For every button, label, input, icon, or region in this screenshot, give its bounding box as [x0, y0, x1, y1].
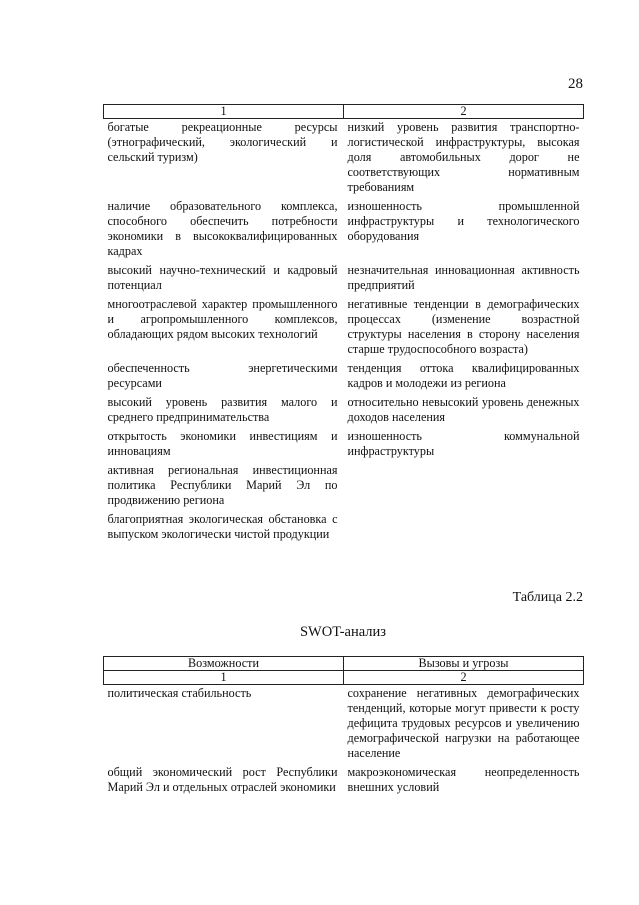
threat-cell: сохранение негативных демографических тенденций, которые могут привести к росту дефицита трудовых ресурсов и увеличению демографической нагрузки на работающее население — [347, 686, 580, 760]
header-row — [104, 657, 584, 671]
strength-cell: многоотраслевой характер промышленного и агропромышленного комплексов, обладающих рядом высоких технологий — [107, 297, 338, 341]
column-number-2: 2 — [344, 105, 584, 119]
strength-cell: открытость экономики инвестициям и инновациям — [107, 429, 338, 458]
strength-cell: высокий научно-технический и кадровый потенциал — [107, 263, 338, 292]
page-number: 28 — [568, 76, 583, 92]
header-opportunities: Возможности — [104, 657, 344, 671]
column-number-1: 1 — [104, 105, 344, 119]
table-row — [104, 198, 584, 262]
opportunity-cell: политическая стабильность — [107, 686, 252, 700]
strength-cell: обеспеченность энергетическими ресурсами — [107, 361, 338, 390]
table-row — [104, 360, 584, 394]
table-row — [104, 764, 584, 798]
weakness-cell: незначительная инновационная активность предприятий — [347, 263, 580, 292]
weakness-cell: относительно невысокий уровень денежных доходов населения — [347, 395, 580, 424]
opportunity-cell: общий экономический рост Республики Марий Эл и отдельных отраслей экономики — [107, 765, 338, 794]
opportunities-threats-table — [103, 656, 584, 798]
strength-cell: богатые рекреационные ресурсы (этнографический, экологический и сельский туризм) — [107, 120, 338, 164]
strengths-weaknesses-table — [103, 104, 584, 545]
table-row — [104, 119, 584, 199]
table-row — [104, 428, 584, 462]
column-number-1: 1 — [104, 671, 344, 685]
column-number-row — [104, 105, 584, 119]
weakness-cell: изношенность коммунальной инфраструктуры — [347, 429, 580, 458]
strength-cell: благоприятная экологическая обстановка с выпуском экологически чистой продукции — [107, 512, 338, 541]
strength-cell: наличие образовательного комплекса, способного обеспечить потребности экономики в высококвалифицированных кадрах — [107, 199, 338, 258]
table-row — [104, 685, 584, 765]
table-row — [104, 394, 584, 428]
table-title: SWOT-анализ — [299, 624, 387, 640]
table-caption: Таблица 2.2 — [512, 590, 583, 605]
column-number-row — [104, 671, 584, 685]
threat-cell: макроэкономическая неопределенность внешних условий — [347, 765, 580, 794]
weakness-cell: изношенность промышленной инфраструктуры и технологического оборудования — [347, 199, 580, 243]
table-row — [104, 296, 584, 360]
weakness-cell: негативные тенденции в демографических процессах (изменение возрастной структуры населения в сторону населения старше трудоспособного возраста) — [347, 297, 580, 356]
header-threats: Вызовы и угрозы — [344, 657, 584, 671]
column-number-2: 2 — [344, 671, 584, 685]
weakness-cell — [344, 462, 584, 511]
table-row — [104, 511, 584, 545]
weakness-cell: низкий уровень развития транспортно-логистической инфраструктуры, высокая доля автомобильных дорог не соответствующих нормативным требованиям — [347, 120, 580, 194]
table-row — [104, 262, 584, 296]
strength-cell: активная региональная инвестиционная политика Республики Марий Эл по продвижению региона — [107, 463, 338, 507]
table-row — [104, 462, 584, 511]
weakness-cell: тенденция оттока квалифицированных кадров и молодежи из региона — [347, 361, 580, 390]
weakness-cell — [344, 511, 584, 545]
strength-cell: высокий уровень развития малого и среднего предпринимательства — [107, 395, 338, 424]
